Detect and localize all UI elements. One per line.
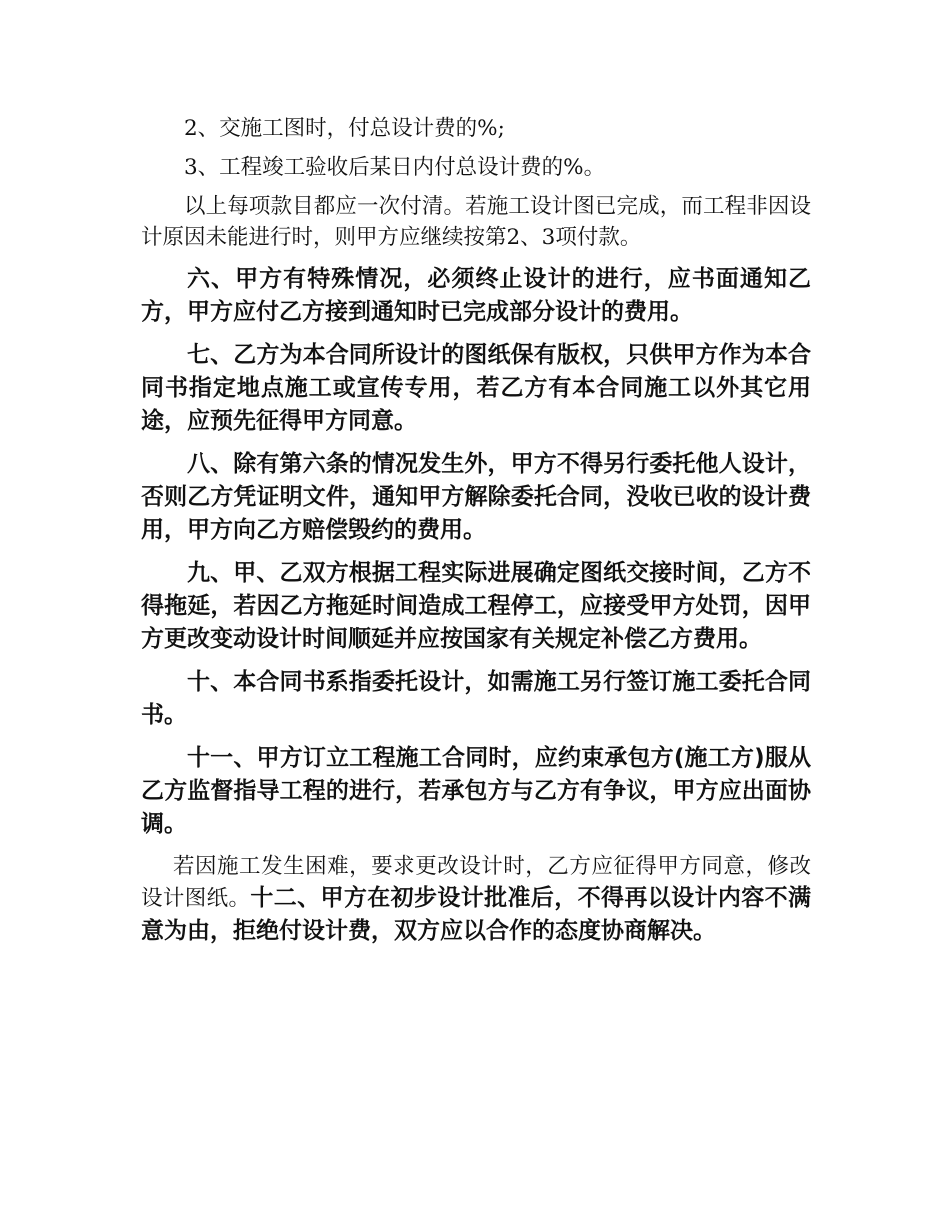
paragraph-payment-note: 以上每项款目都应一次付清。若施工设计图已完成，而工程非因设计原因未能进行时，则甲方应继续按第2、3项付款。 <box>141 194 811 250</box>
design-change-text: 若因施工发生困难，要求更改设计时，乙方应征得甲方同意，修改设计图纸。 <box>141 854 811 911</box>
clause-9: 九、甲、乙双方根据工程实际进展确定图纸交接时间，乙方不得拖延，若因乙方拖延时间造成工程停工，应接受甲方处罚，因甲方更改变动设计时间顺延并应按国家有关规定补偿乙方费用。 <box>141 560 811 652</box>
clause-12: 十二、甲方在初步设计批准后，不得再以设计内容不满意为由，拒绝付设计费，双方应以合作的态度协商解决。 <box>141 885 811 944</box>
paragraph-clause-12 <box>141 851 811 948</box>
paragraph-payment-3: 3、工程竣工验收后某日内付总设计费的%。 <box>184 155 606 180</box>
clause-7: 七、乙方为本合同所设计的图纸保有版权，只供甲方作为本合同书指定地点施工或宣传专用，若乙方有本合同施工以外其它用途，应预先征得甲方同意。 <box>141 342 811 434</box>
clause-8: 八、除有第六条的情况发生外，甲方不得另行委托他人设计，否则乙方凭证明文件，通知甲方解除委托合同，没收已收的设计费用，甲方向乙方赔偿毁约的费用。 <box>141 451 811 543</box>
clause-6: 六、甲方有特殊情况，必须终止设计的进行，应书面通知乙方，甲方应付乙方接到通知时已完成部分设计的费用。 <box>141 266 811 325</box>
clause-11: 十一、甲方订立工程施工合同时，应约束承包方(施工方)服从乙方监督指导工程的进行，若承包方与乙方有争议，甲方应出面协调。 <box>141 745 811 837</box>
paragraph-payment-2: 2、交施工图时，付总设计费的%; <box>184 116 505 141</box>
clause-10: 十、本合同书系指委托设计，如需施工另行签订施工委托合同书。 <box>141 669 811 728</box>
document-body <box>141 113 811 958</box>
